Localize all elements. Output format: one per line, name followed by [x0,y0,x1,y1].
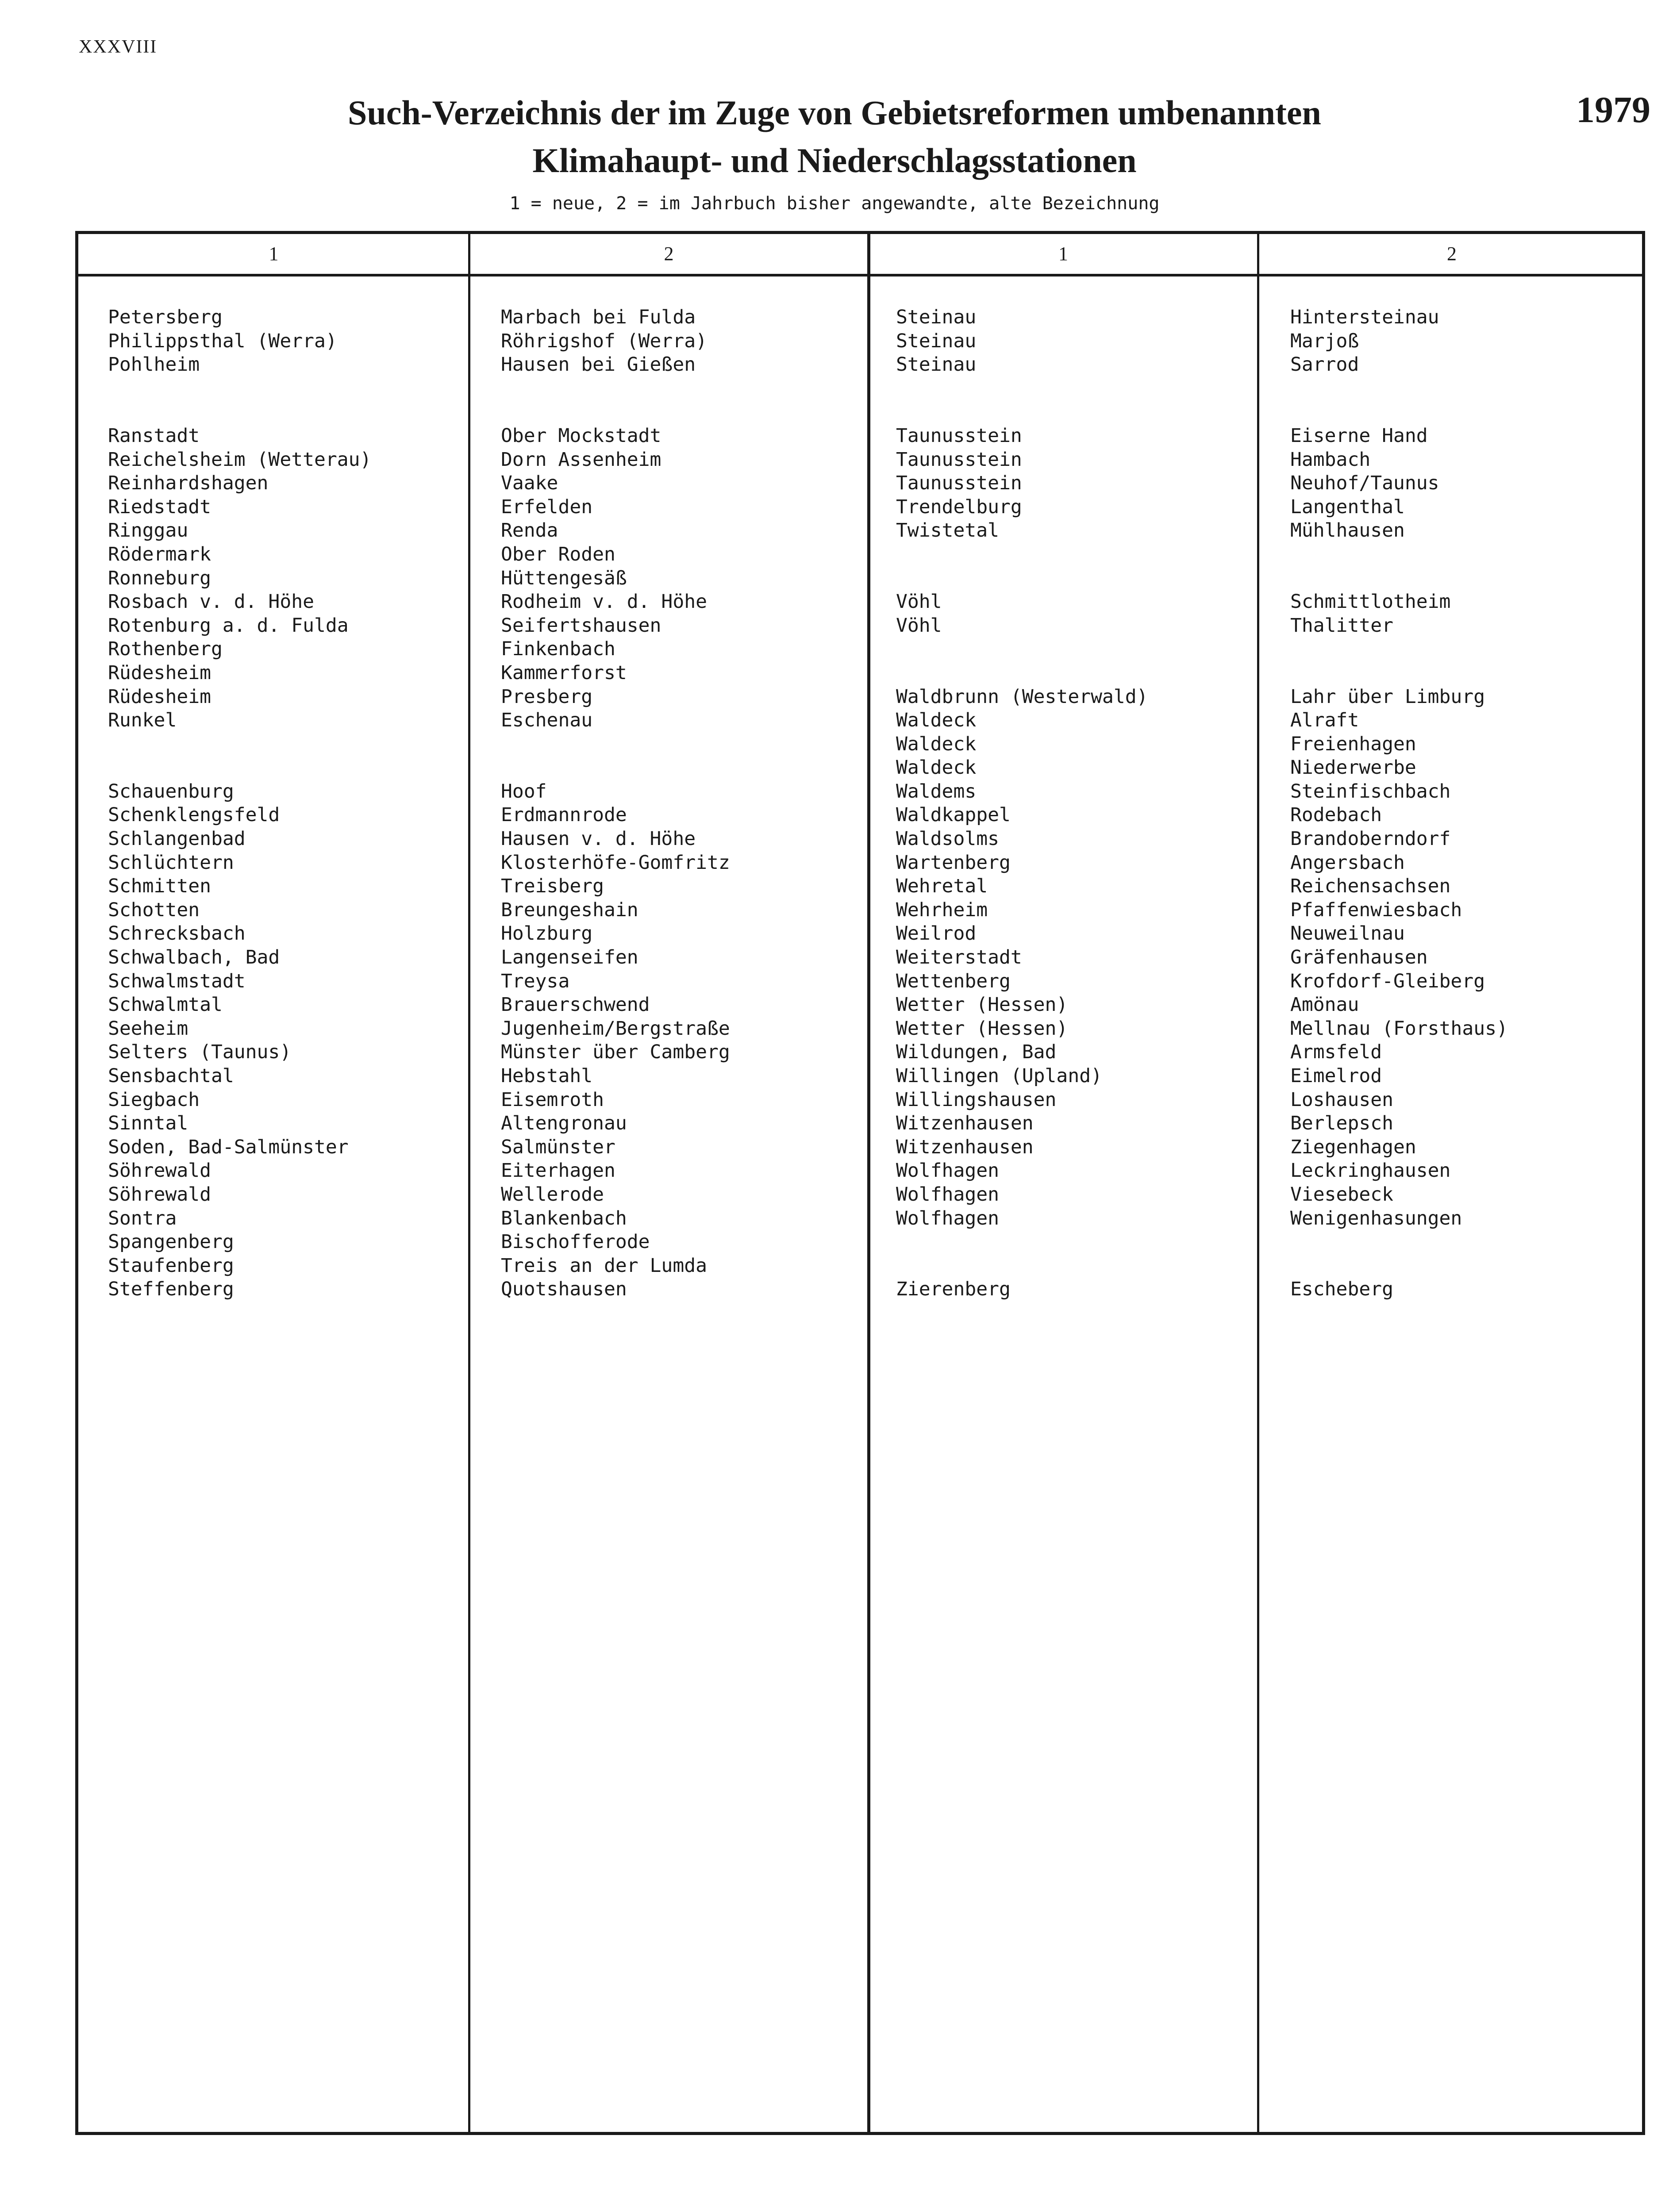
table-cell: Reinhardshagen [108,472,269,495]
table-cell: Bischofferode [501,1231,650,1253]
table-cell: Ronneburg [108,567,211,589]
table-cell: Hebstahl [501,1065,593,1087]
table-cell: Wolfhagen [896,1207,999,1229]
table-cell [1290,400,1508,424]
table-cell: Schlüchtern [108,851,234,874]
center-divider [867,234,870,2132]
table-cell: Eisemroth [501,1088,604,1111]
table-cell: Rosbach v. d. Höhe [108,591,314,613]
table-cell: Langenseifen [501,946,638,969]
table-cell: Wehretal [896,875,988,898]
table-cell: Brandoberndorf [1290,828,1451,850]
table-cell: Riedstadt [108,495,211,518]
table-cell: Schmittlotheim [1290,591,1451,613]
table-cell: Selters (Taunus) [108,1041,292,1064]
table-cell: Philippsthal (Werra) [108,330,337,352]
table-cell: Wellerode [501,1183,604,1206]
table-cell: Schotten [108,899,200,921]
table-cell: Klosterhöfe-Gomfritz [501,851,730,874]
table-cell: Twistetal [896,519,999,542]
table-cell: Waldeck [896,757,977,779]
column-new-names-left [108,306,371,1302]
table-cell: Salmünster [501,1136,615,1158]
table-cell: Pfaffenwiesbach [1290,899,1462,921]
table-cell: Hüttengesäß [501,567,627,589]
column-header: 2 [1447,243,1457,265]
table-cell: Hoof [501,780,547,803]
table-cell: Waldeck [896,709,977,732]
table-cell [896,543,1148,567]
table-cell [1290,1230,1508,1254]
table-cell: Waldbrunn (Westerwald) [896,685,1148,708]
table-cell: Rothenberg [108,638,223,661]
page-number: XXXVIII [79,37,158,57]
table-cell: Schauenburg [108,780,234,803]
table-cell: Seifertshausen [501,614,661,637]
table-cell: Ringgau [108,519,188,542]
table-cell [896,1230,1148,1254]
table-cell: Schwalbach, Bad [108,946,280,969]
table-cell: Berlepsch [1290,1112,1393,1135]
table-cell: Münster über Camberg [501,1041,730,1064]
table-cell: Eiserne Hand [1290,424,1428,447]
table-cell: Pohlheim [108,353,200,376]
table-cell: Soden, Bad-Salmünster [108,1136,349,1158]
table-cell: Mellnau (Forsthaus) [1290,1017,1508,1040]
table-cell: Treysa [501,970,570,992]
table-cell: Petersberg [108,306,223,328]
table-cell: Trendelburg [896,495,1022,518]
table-cell: Hausen v. d. Höhe [501,828,696,850]
table-cell: Erfelden [501,495,593,518]
table-cell: Wettenberg [896,970,1011,992]
table-cell [1290,543,1508,567]
table-cell: Kammerforst [501,661,627,684]
table-cell: Ober Roden [501,543,615,565]
table-cell: Steinau [896,330,977,352]
table-cell: Rodheim v. d. Höhe [501,591,707,613]
table-cell [896,400,1148,424]
table-cell: Taunusstein [896,472,1022,495]
table-cell: Leckringhausen [1290,1160,1451,1182]
table-cell: Marjoß [1290,330,1359,352]
column-old-names-right [1290,306,1508,1302]
table-cell [108,733,371,757]
table-header-row [78,234,1642,276]
table-cell: Loshausen [1290,1088,1393,1111]
table-cell: Angersbach [1290,851,1405,874]
table-cell [501,377,730,401]
table-cell [108,400,371,424]
table-cell: Schlangenbad [108,828,246,850]
table-cell: Rüdesheim [108,685,211,708]
column-header: 2 [664,243,674,265]
column-new-names-right [896,306,1148,1302]
table-cell: Röhrigshof (Werra) [501,330,707,352]
year-label: 1979 [1576,89,1650,131]
table-cell: Renda [501,519,558,542]
table-cell: Holzburg [501,922,593,945]
table-cell [501,400,730,424]
table-cell: Vöhl [896,591,942,613]
table-cell: Krofdorf-Gleiberg [1290,970,1485,992]
table-cell: Waldsolms [896,828,999,850]
table-cell: Eschenau [501,709,593,732]
table-cell: Presberg [501,685,593,708]
table-cell [501,756,730,780]
table-cell: Weiterstadt [896,946,1022,969]
table-cell [1290,661,1508,685]
table-cell: Escheberg [1290,1278,1393,1301]
table-cell: Ziegenhagen [1290,1136,1416,1158]
table-cell: Zierenberg [896,1278,1011,1301]
table-cell: Breungeshain [501,899,638,921]
table-cell: Staufenberg [108,1254,234,1277]
table-cell: Steffenberg [108,1278,234,1301]
table-cell: Willingshausen [896,1088,1057,1111]
table-cell: Taunusstein [896,424,1022,447]
table-cell: Blankenbach [501,1207,627,1229]
table-cell: Vöhl [896,614,942,637]
table-cell: Niederwerbe [1290,757,1416,779]
table-cell: Steinau [896,353,977,376]
table-cell: Marbach bei Fulda [501,306,696,328]
table-cell: Ober Mockstadt [501,424,661,447]
page-title-line-2: Klimahaupt- und Niederschlagsstationen [532,141,1137,180]
table-cell: Siegbach [108,1088,200,1111]
table-cell: Wetter (Hessen) [896,1017,1068,1040]
table-cell: Söhrewald [108,1183,211,1206]
table-cell [896,377,1148,401]
table-cell: Schwalmstadt [108,970,246,992]
table-cell: Langenthal [1290,495,1405,518]
table-cell: Neuhof/Taunus [1290,472,1439,495]
table-cell: Wenigenhasungen [1290,1207,1462,1229]
table-cell: Sontra [108,1207,177,1229]
table-cell: Wartenberg [896,851,1011,874]
column-divider [468,234,470,2132]
table-cell: Willingen (Upland) [896,1065,1102,1087]
table-cell: Rotenburg a. d. Fulda [108,614,349,637]
table-cell: Reichensachsen [1290,875,1451,898]
table-cell [896,661,1148,685]
table-cell: Brauerschwend [501,994,650,1016]
table-cell: Reichelsheim (Wetterau) [108,448,372,471]
table-cell: Sinntal [108,1112,188,1135]
table-cell: Wildungen, Bad [896,1041,1057,1064]
table-cell [501,733,730,757]
table-cell: Rödermark [108,543,211,565]
table-cell: Eiterhagen [501,1160,615,1182]
column-header: 1 [1058,243,1068,265]
column-old-names-left [501,306,730,1302]
table-cell: Seeheim [108,1017,188,1040]
column-legend: 1 = neue, 2 = im Jahrbuch bisher angewandte, alte Bezeichnung [509,193,1160,214]
table-cell: Sensbachtal [108,1065,234,1087]
table-cell: Runkel [108,709,177,732]
table-cell: Hintersteinau [1290,306,1439,328]
table-cell: Wolfhagen [896,1183,999,1206]
table-cell: Taunusstein [896,448,1022,471]
table-cell: Eimelrod [1290,1065,1382,1087]
table-cell: Hausen bei Gießen [501,353,696,376]
table-cell: Viesebeck [1290,1183,1393,1206]
table-cell: Hambach [1290,448,1371,471]
table-cell: Schrecksbach [108,922,246,945]
table-cell [1290,1254,1508,1278]
table-cell: Steinau [896,306,977,328]
station-table [75,231,1645,2135]
table-cell: Weilrod [896,922,977,945]
table-cell: Witzenhausen [896,1112,1034,1135]
table-cell: Treis an der Lumda [501,1254,707,1277]
table-cell: Armsfeld [1290,1041,1382,1064]
table-cell: Sarrod [1290,353,1359,376]
table-cell: Jugenheim/Bergstraße [501,1017,730,1040]
table-cell: Waldkappel [896,804,1011,826]
table-cell: Schmitten [108,875,211,898]
page-title-line-1: Such-Verzeichnis der im Zuge von Gebietsreformen umbenannten [348,93,1321,132]
table-cell: Schwalmtal [108,994,223,1016]
table-cell: Ranstadt [108,424,200,447]
table-cell: Waldeck [896,733,977,755]
table-cell [1290,377,1508,401]
table-cell: Rüdesheim [108,661,211,684]
table-cell: Waldems [896,780,977,803]
table-cell [896,637,1148,661]
table-cell: Altengronau [501,1112,627,1135]
table-cell: Finkenbach [501,638,615,661]
column-divider [1257,234,1259,2132]
table-cell: Wolfhagen [896,1160,999,1182]
table-cell: Quotshausen [501,1278,627,1301]
column-header: 1 [269,243,279,265]
table-cell: Erdmannrode [501,804,627,826]
table-cell [896,1254,1148,1278]
table-cell: Alraft [1290,709,1359,732]
table-cell: Rodebach [1290,804,1382,826]
table-cell: Witzenhausen [896,1136,1034,1158]
table-cell: Freienhagen [1290,733,1416,755]
table-cell [108,756,371,780]
table-cell: Steinfischbach [1290,780,1451,803]
table-cell [896,567,1148,591]
table-cell [1290,637,1508,661]
table-cell: Söhrewald [108,1160,211,1182]
table-cell: Spangenberg [108,1231,234,1253]
table-cell: Dorn Assenheim [501,448,661,471]
table-cell [108,377,371,401]
table-cell: Wetter (Hessen) [896,994,1068,1016]
table-cell: Schenklengsfeld [108,804,280,826]
table-cell: Lahr über Limburg [1290,685,1485,708]
table-cell: Vaake [501,472,558,495]
table-cell: Neuweilnau [1290,922,1405,945]
table-cell: Thalitter [1290,614,1393,637]
table-cell: Treisberg [501,875,604,898]
table-cell: Mühlhausen [1290,519,1405,542]
table-cell: Gräfenhausen [1290,946,1428,969]
table-cell: Amönau [1290,994,1359,1016]
table-cell [1290,567,1508,591]
table-cell: Wehrheim [896,899,988,921]
